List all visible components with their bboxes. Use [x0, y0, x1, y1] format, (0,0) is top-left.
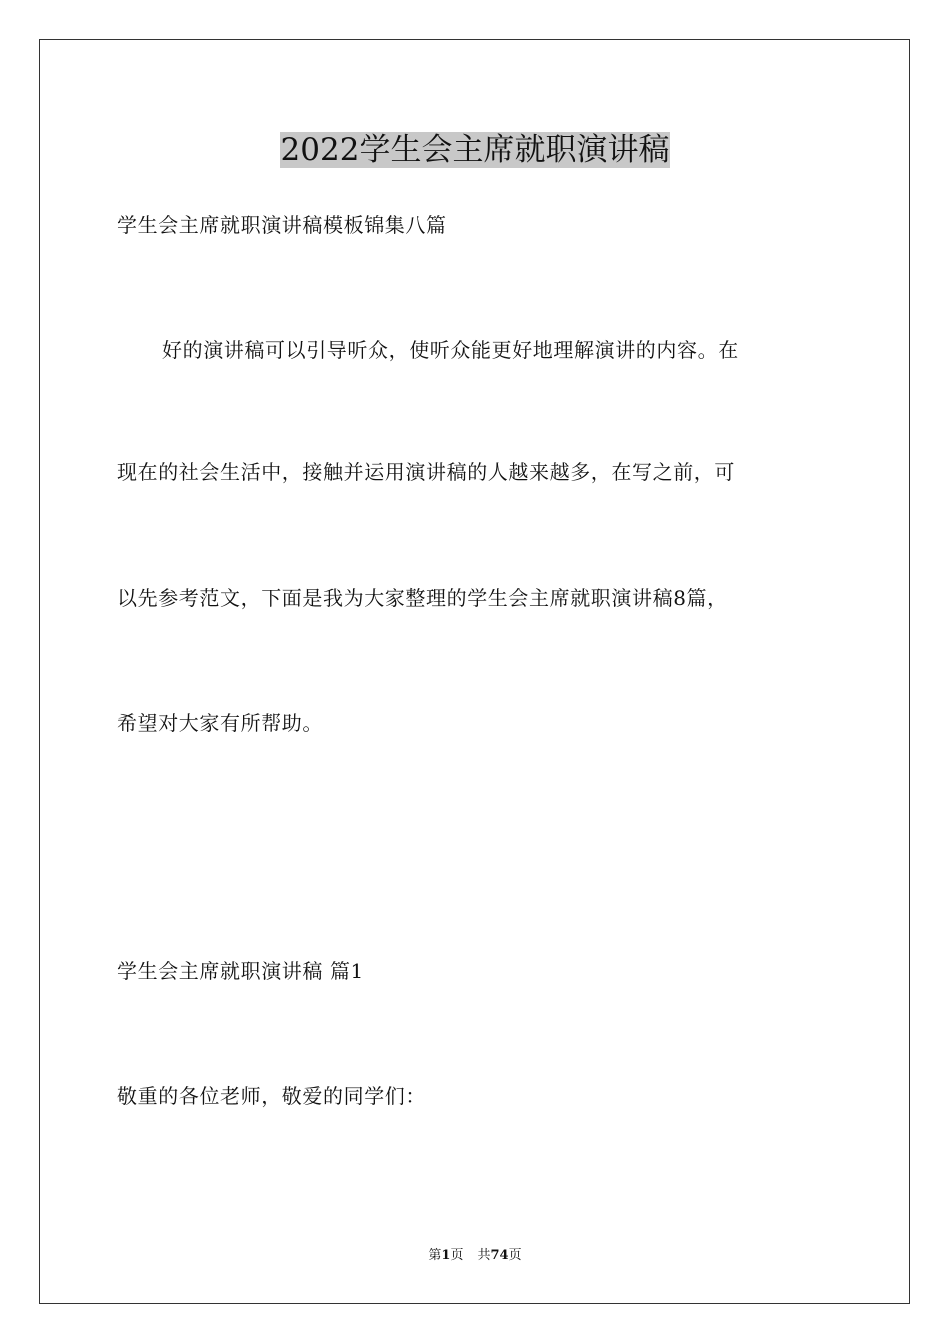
total-label-prefix: 共 [477, 1248, 491, 1263]
page-label-suffix: 页 [450, 1248, 464, 1263]
total-label-suffix: 页 [508, 1248, 522, 1263]
page-label-prefix: 第 [428, 1248, 442, 1263]
document-title-text: 2022学生会主席就职演讲稿 [280, 132, 670, 168]
document-subtitle: 学生会主席就职演讲稿模板锦集八篇 [117, 213, 447, 237]
section-heading: 学生会主席就职演讲稿 篇1 [117, 959, 364, 983]
paragraph-line: 好的演讲稿可以引导听众，使听众能更好地理解演讲的内容。在 [162, 338, 739, 362]
paragraph-line: 希望对大家有所帮助。 [117, 711, 323, 735]
paragraph-line: 以先参考范文，下面是我为大家整理的学生会主席就职演讲稿8篇， [117, 586, 728, 610]
page-footer [0, 1247, 950, 1265]
paragraph-line: 现在的社会生活中，接触并运用演讲稿的人越来越多，在写之前，可 [117, 460, 735, 484]
page-total: 74 [490, 1248, 509, 1263]
document-title [0, 128, 950, 172]
salutation: 敬重的各位老师，敬爱的同学们： [117, 1084, 426, 1108]
page-current: 1 [441, 1248, 451, 1263]
